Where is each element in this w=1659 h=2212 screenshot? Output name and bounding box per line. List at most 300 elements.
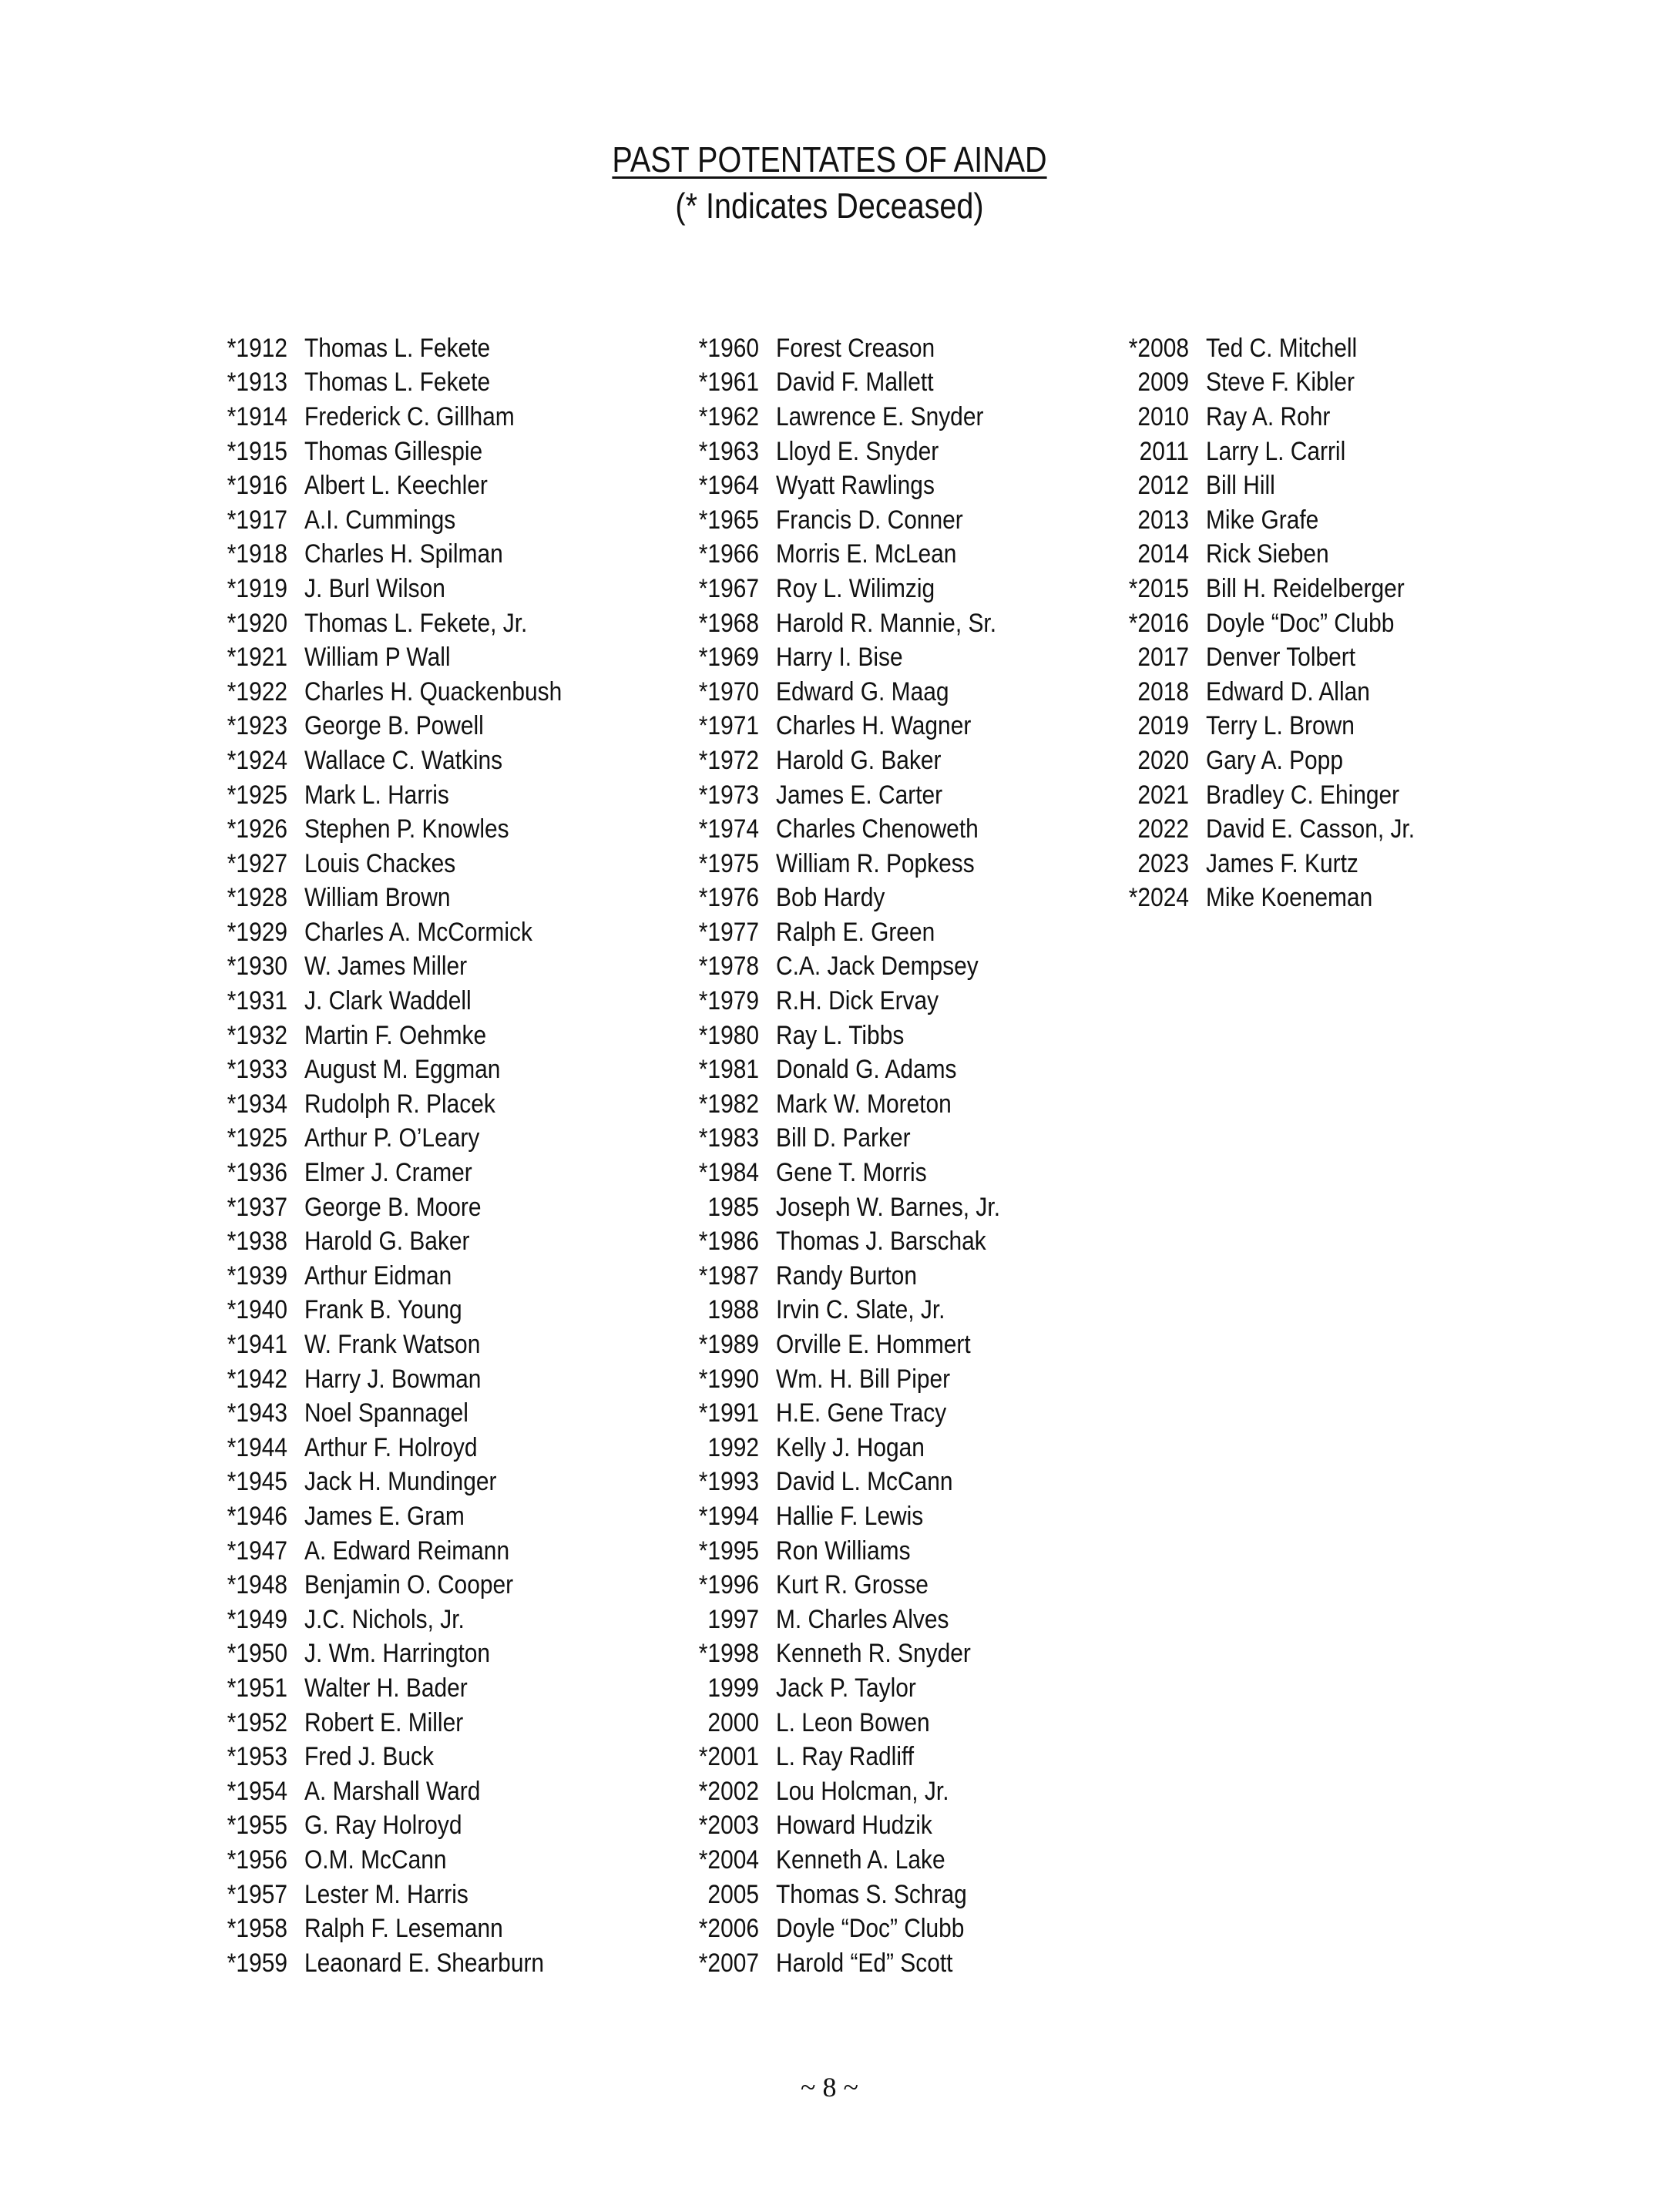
list-item (678, 743, 1031, 778)
term-year: *1987 (698, 1260, 759, 1291)
list-item (207, 1122, 597, 1156)
potentate-name: Benjamin O. Cooper (304, 1570, 514, 1600)
potentate-name: Lester M. Harris (304, 1879, 468, 1909)
list-item (207, 812, 597, 847)
potentate-name: Wallace C. Watkins (304, 745, 503, 775)
potentate-name: Doyle “Doc” Clubb (776, 1914, 965, 1944)
list-item (678, 1087, 1031, 1122)
term-year: *1925 (227, 780, 287, 810)
potentate-name: Harold R. Mannie, Sr. (776, 608, 997, 638)
list-item (678, 1843, 1031, 1878)
term-year: *1945 (227, 1467, 287, 1497)
term-year: *1963 (698, 436, 759, 466)
potentate-name: David L. McCann (776, 1467, 953, 1497)
potentate-name: Jack H. Mundinger (304, 1467, 497, 1497)
list-item (207, 881, 597, 916)
term-year: *1982 (698, 1089, 759, 1119)
term-year: *1991 (698, 1398, 759, 1428)
term-year: *1949 (227, 1604, 287, 1634)
potentate-name: Charles H. Wagner (776, 711, 972, 741)
potentate-name: Bill Hill (1206, 471, 1275, 501)
term-year: *1975 (698, 848, 759, 878)
term-year: *1971 (698, 711, 759, 741)
potentate-name: Robert E. Miller (304, 1707, 464, 1737)
potentate-name: Charles Chenoweth (776, 814, 979, 844)
term-year: *1964 (698, 471, 759, 501)
term-year: *1956 (227, 1844, 287, 1875)
potentate-name: Harold G. Baker (304, 1227, 470, 1257)
list-item (678, 915, 1031, 950)
term-year: 2011 (1139, 436, 1189, 466)
term-year: *1940 (227, 1295, 287, 1325)
potentate-name: Elmer J. Cramer (304, 1158, 472, 1188)
list-item (678, 812, 1031, 847)
list-item (678, 1052, 1031, 1087)
list-item (678, 1946, 1031, 1981)
potentate-name: Ray A. Rohr (1206, 401, 1331, 431)
potentate-name: Leaonard E. Shearburn (304, 1948, 545, 1978)
list-item (678, 710, 1031, 744)
list-item (678, 1637, 1031, 1672)
potentate-name: Thomas L. Fekete, Jr. (304, 608, 528, 638)
list-item (678, 1259, 1031, 1294)
term-year: 1997 (707, 1604, 759, 1634)
term-year: *1958 (227, 1914, 287, 1944)
list-item (678, 1603, 1031, 1637)
list-item (678, 1431, 1031, 1465)
potentates-column-1 (207, 331, 597, 1981)
term-year: *1990 (698, 1364, 759, 1394)
potentate-name: Charles A. McCormick (304, 917, 532, 947)
list-item (207, 1568, 597, 1603)
potentate-name: William R. Popkess (776, 848, 975, 878)
potentate-name: A.I. Cummings (304, 505, 456, 535)
potentate-name: August M. Eggman (304, 1055, 501, 1085)
page-title: PAST POTENTATES OF AINAD (612, 139, 1047, 180)
term-year: *1941 (227, 1330, 287, 1360)
potentate-name: George B. Moore (304, 1192, 482, 1222)
list-item (678, 881, 1031, 916)
term-year: 2014 (1137, 539, 1189, 569)
term-year: *1946 (227, 1501, 287, 1531)
list-item (207, 1499, 597, 1534)
list-item (678, 1294, 1031, 1328)
term-year: *1989 (698, 1330, 759, 1360)
list-item (1108, 366, 1443, 401)
potentate-name: Kenneth A. Lake (776, 1844, 945, 1875)
term-year: *1928 (227, 883, 287, 913)
term-year: *1933 (227, 1055, 287, 1085)
term-year: *1917 (227, 505, 287, 535)
list-item (678, 1774, 1031, 1809)
potentate-name: Stephen P. Knowles (304, 814, 509, 844)
potentate-name: Denver Tolbert (1206, 643, 1356, 673)
potentate-name: Lou Holcman, Jr. (776, 1776, 949, 1806)
potentate-name: Ron Williams (776, 1536, 911, 1566)
list-item (207, 1052, 597, 1087)
potentate-name: Thomas L. Fekete (304, 333, 491, 363)
term-year: *1953 (227, 1742, 287, 1772)
list-item (678, 1706, 1031, 1740)
potentate-name: Irvin C. Slate, Jr. (776, 1295, 945, 1325)
list-item (207, 1465, 597, 1500)
term-year: *1915 (227, 436, 287, 466)
term-year: *1969 (698, 643, 759, 673)
potentate-name: Forest Creason (776, 333, 935, 363)
potentate-name: Frederick C. Gillham (304, 401, 515, 431)
list-item (207, 1019, 597, 1053)
list-item (678, 400, 1031, 435)
page-heading (116, 139, 1543, 227)
potentate-name: Francis D. Conner (776, 505, 963, 535)
potentate-name: Fred J. Buck (304, 1742, 434, 1772)
potentate-name: Roy L. Wilimzig (776, 573, 935, 603)
potentate-name: Thomas Gillespie (304, 436, 483, 466)
list-item (678, 435, 1031, 469)
list-item (207, 468, 597, 503)
term-year: *1918 (227, 539, 287, 569)
potentate-name: Charles H. Spilman (304, 539, 503, 569)
list-item (678, 1534, 1031, 1569)
list-item (678, 331, 1031, 366)
potentate-name: Rudolph R. Placek (304, 1089, 495, 1119)
list-item (207, 1087, 597, 1122)
term-year: *1980 (698, 1020, 759, 1050)
term-year: *1916 (227, 471, 287, 501)
term-year: *2002 (698, 1776, 759, 1806)
list-item (207, 710, 597, 744)
list-item (207, 1946, 597, 1981)
potentate-name: James E. Carter (776, 780, 943, 810)
term-year: 2005 (707, 1879, 759, 1909)
term-year: *1951 (227, 1673, 287, 1703)
term-year: *1938 (227, 1227, 287, 1257)
term-year: *1939 (227, 1260, 287, 1291)
list-item (207, 1843, 597, 1878)
list-item (678, 675, 1031, 710)
term-year: *1913 (227, 368, 287, 398)
potentate-name: David F. Mallett (776, 368, 934, 398)
potentate-name: J.C. Nichols, Jr. (304, 1604, 465, 1634)
potentate-name: Wm. H. Bill Piper (776, 1364, 951, 1394)
term-year: *2003 (698, 1811, 759, 1841)
list-item (207, 1224, 597, 1259)
term-year: *1936 (227, 1158, 287, 1188)
list-item (207, 1878, 597, 1912)
list-item (678, 778, 1031, 813)
list-item (207, 1809, 597, 1844)
potentate-name: Edward G. Maag (776, 676, 949, 707)
list-item (678, 1809, 1031, 1844)
potentate-name: W. Frank Watson (304, 1330, 481, 1360)
list-item (207, 1534, 597, 1569)
list-item (1108, 606, 1443, 641)
potentate-name: Bradley C. Ehinger (1206, 780, 1400, 810)
term-year: *1979 (698, 986, 759, 1016)
term-year: 2000 (707, 1707, 759, 1737)
potentate-name: C.A. Jack Dempsey (776, 952, 979, 982)
list-item (678, 1671, 1031, 1706)
list-item (678, 640, 1031, 675)
potentate-name: A. Marshall Ward (304, 1776, 481, 1806)
term-year: 2021 (1137, 780, 1189, 810)
potentate-name: H.E. Gene Tracy (776, 1398, 947, 1428)
potentates-column-2 (678, 331, 1031, 1981)
potentate-name: William P Wall (304, 643, 451, 673)
potentate-name: A. Edward Reimann (304, 1536, 510, 1566)
potentate-name: Morris E. McLean (776, 539, 957, 569)
list-item (207, 1396, 597, 1431)
potentate-name: J. Wm. Harrington (304, 1639, 491, 1669)
term-year: 2009 (1137, 368, 1189, 398)
potentate-name: W. James Miller (304, 952, 468, 982)
term-year: *2015 (1128, 573, 1189, 603)
potentate-name: Wyatt Rawlings (776, 471, 935, 501)
potentate-name: Lloyd E. Snyder (776, 436, 939, 466)
potentate-name: Joseph W. Barnes, Jr. (776, 1192, 1001, 1222)
potentate-name: Bill D. Parker (776, 1123, 911, 1153)
term-year: *1937 (227, 1192, 287, 1222)
term-year: *1984 (698, 1158, 759, 1188)
list-item (678, 1362, 1031, 1397)
list-item (678, 847, 1031, 881)
term-year: *1931 (227, 986, 287, 1016)
term-year: *2001 (698, 1742, 759, 1772)
list-item (207, 1671, 597, 1706)
potentate-name: G. Ray Holroyd (304, 1811, 462, 1841)
potentate-name: Ray L. Tibbs (776, 1020, 905, 1050)
potentate-name: Thomas S. Schrag (776, 1879, 967, 1909)
term-year: *1926 (227, 814, 287, 844)
list-item (678, 1568, 1031, 1603)
list-item (678, 1396, 1031, 1431)
potentate-name: Noel Spannagel (304, 1398, 468, 1428)
list-item (207, 331, 597, 366)
potentate-name: Howard Hudzik (776, 1811, 932, 1841)
term-year: *1929 (227, 917, 287, 947)
list-item (207, 1156, 597, 1190)
list-item (1108, 400, 1443, 435)
potentate-name: Frank B. Young (304, 1295, 462, 1325)
potentate-name: Bill H. Reidelberger (1206, 573, 1405, 603)
potentate-name: Ted C. Mitchell (1206, 333, 1358, 363)
potentate-name: Gene T. Morris (776, 1158, 927, 1188)
term-year: *2008 (1128, 333, 1189, 363)
potentate-name: James F. Kurtz (1206, 848, 1358, 878)
potentate-name: Kelly J. Hogan (776, 1432, 925, 1462)
list-item (1108, 503, 1443, 538)
term-year: 2019 (1137, 711, 1189, 741)
term-year: 2013 (1137, 505, 1189, 535)
term-year: 1992 (707, 1432, 759, 1462)
list-item (1108, 710, 1443, 744)
term-year: *1995 (698, 1536, 759, 1566)
term-year: *1977 (698, 917, 759, 947)
potentate-name: Kenneth R. Snyder (776, 1639, 971, 1669)
term-year: *1955 (227, 1811, 287, 1841)
term-year: *1932 (227, 1020, 287, 1050)
potentate-name: J. Burl Wilson (304, 573, 445, 603)
term-year: *1957 (227, 1879, 287, 1909)
potentate-name: Ralph E. Green (776, 917, 935, 947)
potentate-name: Doyle “Doc” Clubb (1206, 608, 1395, 638)
list-item (678, 1878, 1031, 1912)
list-item (678, 1912, 1031, 1946)
term-year: 2017 (1137, 643, 1189, 673)
term-year: *1973 (698, 780, 759, 810)
term-year: *1981 (698, 1055, 759, 1085)
term-year: *2016 (1128, 608, 1189, 638)
list-item (678, 1328, 1031, 1362)
list-item (678, 1224, 1031, 1259)
term-year: 1988 (707, 1295, 759, 1325)
list-item (1108, 812, 1443, 847)
list-item (1108, 881, 1443, 916)
potentate-name: Thomas L. Fekete (304, 368, 491, 398)
potentate-name: L. Leon Bowen (776, 1707, 930, 1737)
term-year: *1927 (227, 848, 287, 878)
list-item (207, 606, 597, 641)
list-item (207, 984, 597, 1019)
list-item (678, 1190, 1031, 1225)
list-item (678, 366, 1031, 401)
term-year: *2006 (698, 1914, 759, 1944)
list-item (207, 538, 597, 572)
list-item (1108, 778, 1443, 813)
term-year: *1943 (227, 1398, 287, 1428)
potentate-name: David E. Casson, Jr. (1206, 814, 1416, 844)
list-item (1108, 640, 1443, 675)
potentate-name: Walter H. Bader (304, 1673, 468, 1703)
term-year: *1920 (227, 608, 287, 638)
potentate-name: Orville E. Hommert (776, 1330, 971, 1360)
list-item (678, 1156, 1031, 1190)
term-year: *1914 (227, 401, 287, 431)
list-item (678, 1122, 1031, 1156)
potentate-name: James E. Gram (304, 1501, 465, 1531)
potentate-name: Louis Chackes (304, 848, 456, 878)
potentate-name: Harold “Ed” Scott (776, 1948, 953, 1978)
term-year: 2018 (1137, 676, 1189, 707)
potentate-name: Donald G. Adams (776, 1055, 957, 1085)
list-item (207, 572, 597, 606)
list-item (207, 778, 597, 813)
potentate-name: Charles H. Quackenbush (304, 676, 563, 707)
term-year: *1960 (698, 333, 759, 363)
term-year: *1994 (698, 1501, 759, 1531)
term-year: *1965 (698, 505, 759, 535)
term-year: 2020 (1137, 745, 1189, 775)
term-year: *1919 (227, 573, 287, 603)
potentate-name: Rick Sieben (1206, 539, 1329, 569)
list-item (207, 1259, 597, 1294)
list-item (678, 606, 1031, 641)
term-year: *1962 (698, 401, 759, 431)
potentate-name: Thomas J. Barschak (776, 1227, 986, 1257)
list-item (207, 1431, 597, 1465)
potentate-name: O.M. McCann (304, 1844, 447, 1875)
term-year: *1983 (698, 1123, 759, 1153)
page-subtitle: (* Indicates Deceased) (675, 186, 984, 226)
term-year: *1978 (698, 952, 759, 982)
list-item (207, 675, 597, 710)
list-item (678, 468, 1031, 503)
potentate-name: Larry L. Carril (1206, 436, 1346, 466)
term-year: *1967 (698, 573, 759, 603)
list-item (207, 1912, 597, 1946)
term-year: *1968 (698, 608, 759, 638)
potentate-name: Albert L. Keechler (304, 471, 488, 501)
list-item (207, 1740, 597, 1774)
list-item (678, 950, 1031, 985)
term-year: *1966 (698, 539, 759, 569)
list-item (678, 1740, 1031, 1774)
list-item (207, 1603, 597, 1637)
term-year: *1961 (698, 368, 759, 398)
term-year: *1944 (227, 1432, 287, 1462)
potentate-name: Jack P. Taylor (776, 1673, 916, 1703)
list-item (207, 503, 597, 538)
list-item (207, 366, 597, 401)
list-item (678, 1019, 1031, 1053)
potentate-name: Mike Grafe (1206, 505, 1319, 535)
term-year: *1972 (698, 745, 759, 775)
list-item (207, 1190, 597, 1225)
potentate-name: Hallie F. Lewis (776, 1501, 924, 1531)
term-year: 2022 (1137, 814, 1189, 844)
term-year: *1986 (698, 1227, 759, 1257)
page-number: ~ 8 ~ (801, 2072, 858, 2103)
list-item (207, 743, 597, 778)
term-year: *1921 (227, 643, 287, 673)
term-year: *1976 (698, 883, 759, 913)
list-item (207, 1706, 597, 1740)
potentate-name: William Brown (304, 883, 451, 913)
list-item (1108, 675, 1443, 710)
list-item (1108, 468, 1443, 503)
term-year: *1998 (698, 1639, 759, 1669)
term-year: *2004 (698, 1844, 759, 1875)
list-item (207, 640, 597, 675)
potentate-name: Kurt R. Grosse (776, 1570, 929, 1600)
list-item (678, 503, 1031, 538)
term-year: *1925 (227, 1123, 287, 1153)
list-item (207, 915, 597, 950)
term-year: 2010 (1137, 401, 1189, 431)
list-item (207, 1294, 597, 1328)
list-item (207, 950, 597, 985)
potentate-name: Steve F. Kibler (1206, 368, 1355, 398)
list-item (1108, 847, 1443, 881)
list-item (1108, 331, 1443, 366)
list-item (207, 1362, 597, 1397)
list-item (207, 435, 597, 469)
list-item (1108, 743, 1443, 778)
term-year: *1923 (227, 711, 287, 741)
term-year: *2024 (1128, 883, 1189, 913)
list-item (207, 1774, 597, 1809)
list-item (207, 1637, 597, 1672)
potentate-name: Lawrence E. Snyder (776, 401, 984, 431)
list-item (678, 984, 1031, 1019)
term-year: 2012 (1137, 471, 1189, 501)
term-year: *1942 (227, 1364, 287, 1394)
term-year: 1985 (707, 1192, 759, 1222)
term-year: 1999 (707, 1673, 759, 1703)
term-year: *1952 (227, 1707, 287, 1737)
list-item (207, 400, 597, 435)
potentate-name: L. Ray Radliff (776, 1742, 915, 1772)
